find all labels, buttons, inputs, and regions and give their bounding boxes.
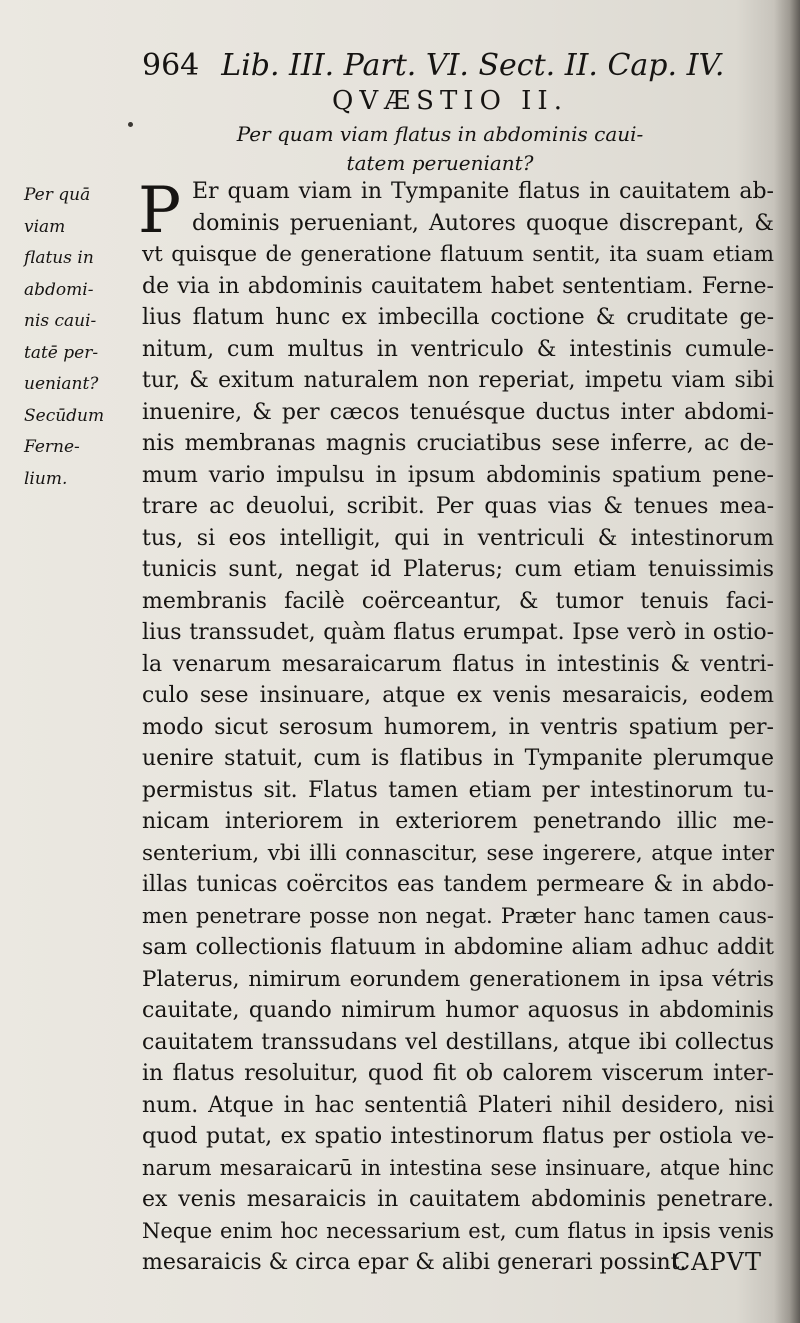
body-line: tur, & exitum naturalem non reperiat, impetu viam sibi <box>142 368 774 393</box>
running-head-text: Lib. III. Part. VI. Sect. II. Cap. IV. <box>221 48 725 83</box>
page-number: 964 <box>142 48 200 83</box>
body-line: Er quam viam in Tympanite flatus in cauitatem ab- <box>192 179 774 204</box>
body-line: senterium, vbi illi connascitur, sese ingerere, atque inter <box>142 840 774 866</box>
body-line: illas tunicas coërcitos eas tandem permeare & in abdo- <box>142 872 774 897</box>
body-line: men penetrare posse non negat. Præter hanc tamen caus- <box>142 903 774 928</box>
marginal-note-line: nis caui- <box>24 311 97 331</box>
catchword: CAPVT <box>671 1248 762 1276</box>
marginal-note-line: Secūdum <box>24 405 105 426</box>
body-line: modo sicut serosum humorem, in ventris spatium per- <box>142 714 774 740</box>
body-line: in flatus resoluitur, quod fit ob calorem viscerum inter- <box>142 1061 774 1086</box>
question-title: QVÆSTIO II. <box>332 86 568 116</box>
body-line: membranis facilè coërceantur, & tumor tenuis faci- <box>142 588 774 614</box>
body-line: mum vario impulsu in ipsum abdominis spatium pene- <box>142 462 774 488</box>
page-gutter-shadow <box>774 0 800 1323</box>
marginal-note-line: Ferne- <box>24 437 80 457</box>
marginal-note-line: tatē per- <box>24 342 99 363</box>
body-line: nicam interiorem in exteriorem penetrando illic me- <box>142 809 774 834</box>
question-subtitle-line: Per quam viam flatus in abdominis caui- <box>236 122 644 146</box>
body-line: narum mesaraicarū in intestina sese insinuare, atque hinc <box>142 1155 774 1180</box>
body-line: nis membranas magnis cruciatibus sese inferre, ac de- <box>142 431 774 456</box>
body-line: uenire statuit, cum is flatibus in Tympanite plerumque <box>142 746 774 771</box>
body-line: ex venis mesaraicis in cauitatem abdominis penetrare. <box>142 1187 774 1212</box>
running-head <box>142 48 742 88</box>
body-line: culo sese insinuare, atque ex venis mesaraicis, eodem <box>142 683 774 708</box>
drop-cap: P <box>138 174 182 248</box>
body-line: trare ac deuolui, scribit. Per quas vias & tenues mea- <box>142 494 774 519</box>
body-line: Neque enim hoc necessarium est, cum flatus in ipsis venis <box>142 1218 774 1243</box>
margin-dot-mark <box>128 122 133 127</box>
body-line: tunicis sunt, negat id Platerus; cum etiam tenuissimis <box>142 557 774 582</box>
marginal-note <box>24 180 136 495</box>
body-line: dominis perueniant, Autores quoque discrepant, & <box>192 210 774 236</box>
body-line: mesaraicis & circa epar & alibi generari possint. <box>142 1250 687 1275</box>
body-line: inuenire, & per cæcos tenuésque ductus inter abdomi- <box>142 399 774 425</box>
body-line: lius flatum hunc ex imbecilla coctione & cruditate ge- <box>142 305 774 330</box>
body-line: cauitatem transsudans vel destillans, atque ibi collectus <box>142 1029 774 1055</box>
marginal-note-line: viam <box>24 216 66 237</box>
body-line: vt quisque de generatione flatuum sentit, ita suam etiam <box>142 242 774 267</box>
marginal-note-line: Per quā <box>24 185 91 205</box>
body-line: nitum, cum multus in ventriculo & intestinis cumule- <box>142 336 774 362</box>
body-line: quod putat, ex spatio intestinorum flatus per ostiola ve- <box>142 1124 774 1149</box>
body-line: tus, si eos intelligit, qui in ventriculi & intestinorum <box>142 525 774 551</box>
question-subtitle <box>200 120 680 178</box>
body-text <box>142 176 774 1279</box>
marginal-note-line: abdomi- <box>24 279 94 300</box>
question-subtitle-line: tatem perueniant? <box>346 151 534 175</box>
marginal-note-line: lium. <box>24 468 68 489</box>
body-line: permistus sit. Flatus tamen etiam per intestinorum tu- <box>142 777 774 803</box>
marginal-note-line: flatus in <box>24 248 94 268</box>
body-line: lius transsudet, quàm flatus erumpat. Ipse verò in ostio- <box>142 620 774 645</box>
body-line: de via in abdominis cauitatem habet sententiam. Ferne- <box>142 273 774 299</box>
body-line: la venarum mesaraicarum flatus in intestinis & ventri- <box>142 651 774 677</box>
body-line: sam collectionis flatuum in abdomine aliam adhuc addit <box>142 935 774 960</box>
marginal-note-line: ueniant? <box>24 374 99 394</box>
body-line: num. Atque in hac sententiâ Plateri nihil desidero, nisi <box>142 1092 774 1118</box>
body-line: Platerus, nimirum eorundem generationem in ipsa vétris <box>142 966 774 992</box>
body-line: cauitate, quando nimirum humor aquosus in abdominis <box>142 998 774 1023</box>
